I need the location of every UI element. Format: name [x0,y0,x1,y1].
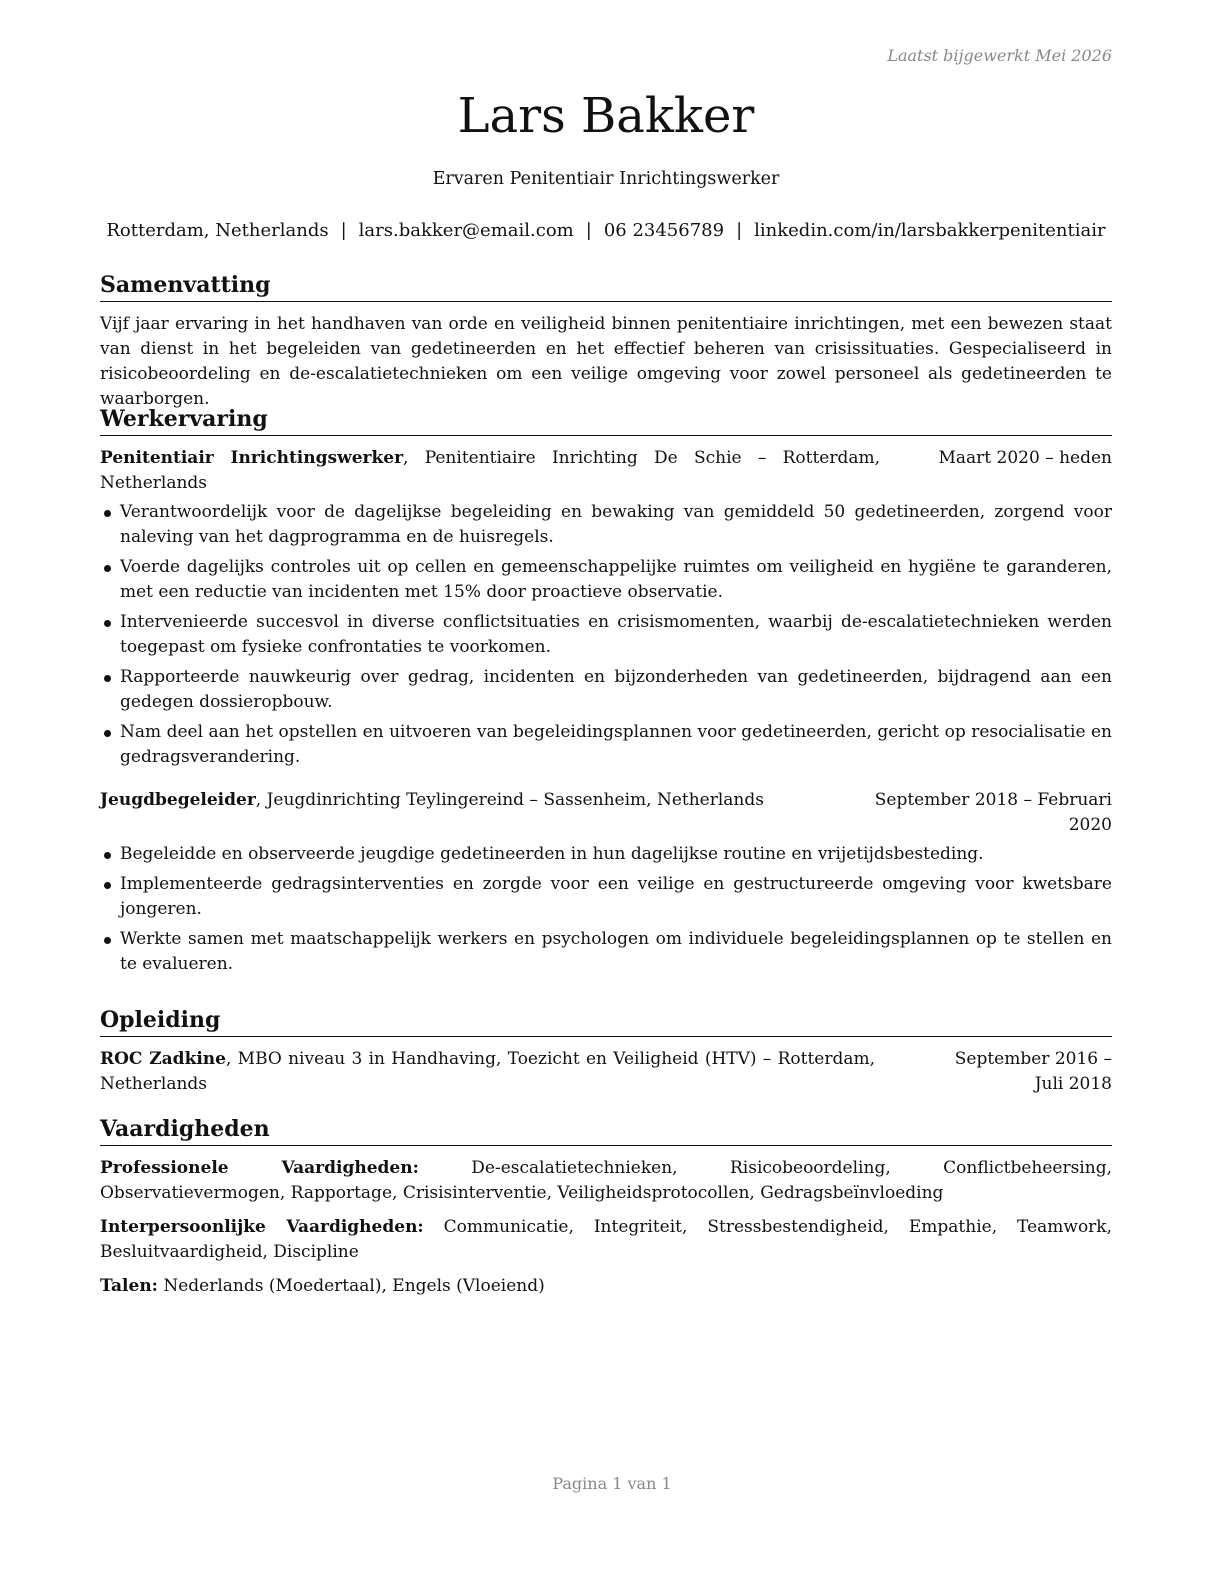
skill-group-items: Nederlands (Moedertaal), Engels (Vloeiend) [163,1276,545,1296]
section-title: Opleiding [100,1005,1112,1037]
skills-section [100,1114,1112,1308]
job-role: Penitentiair Inrichtingswerker [100,448,404,468]
education-detail: , MBO niveau 3 in Handhaving, Toezicht en Veiligheid (HTV) – Rotterdam, Netherlands [100,1049,876,1094]
skill-group-items: Communicatie, Integriteit, Stressbestendigheid, Empathie, Teamwork, Besluitvaardigheid, Discipline [100,1217,1113,1262]
contact-line [100,220,1112,241]
contact-separator: | [585,220,592,241]
job-dates: September 2018 – Februari 2020 [874,790,1112,835]
job-entry [100,446,1112,770]
contact-phone: 06 23456789 [603,220,725,241]
skill-group-label: Professionele Vaardigheden: [100,1158,419,1178]
job-org: , Penitentiaire Inrichting De Schie – Rotterdam, Netherlands [100,448,881,493]
job-title-line [100,788,860,838]
candidate-tagline: Ervaren Penitentiair Inrichtingswerker [432,169,780,189]
experience-section [100,404,1112,982]
job-org: , Jeugdinrichting Teylingereind – Sassenheim, Netherlands [255,790,764,810]
summary-section [100,270,1112,412]
list-item: Intervenieerde succesvol in diverse conflictsituaties en crisismomenten, waarbij de-escalatietechnieken werden toegepast om fysieke confrontaties te voorkomen. [100,610,1112,660]
section-title: Vaardigheden [100,1114,1112,1146]
skill-group [100,1156,1112,1206]
skill-group-items: De-escalatietechnieken, Risicobeoordeling, Conflictbeheersing, Observatievermogen, Rapportage, Crisisinterventie, Veiligheidsprotocollen, Gedragsbeïnvloeding [100,1158,1112,1203]
skill-group [100,1215,1112,1265]
list-item: Werkte samen met maatschappelijk werkers en psychologen om individuele begeleidingsplannen op te stellen en te evalueren. [100,927,1112,977]
job-title-line [100,446,880,496]
job-bullets [100,500,1112,770]
education-section [100,1005,1112,1097]
skill-group [100,1274,1112,1299]
list-item: Begeleidde en observeerde jeugdige gedetineerden in hun dagelijkse routine en vrijetijdsbesteding. [100,842,1112,867]
page-number: Pagina 1 van 1 [552,1474,672,1493]
contact-separator: | [736,220,743,241]
list-item: Implementeerde gedragsinterventies en zorgde voor een veilige en gestructureerde omgeving voor kwetsbare jongeren. [100,872,1112,922]
skill-group-label: Interpersoonlijke Vaardigheden: [100,1217,424,1237]
education-school: ROC Zadkine [100,1049,226,1069]
contact-email[interactable]: lars.bakker@email.com [358,220,574,241]
education-entry [100,1047,1112,1097]
contact-separator: | [340,220,347,241]
section-title: Werkervaring [100,404,1112,436]
job-role: Jeugdbegeleider [100,790,256,810]
education-title-line [100,1047,875,1097]
job-bullets [100,842,1112,977]
section-title: Samenvatting [100,270,1112,302]
summary-text: Vijf jaar ervaring in het handhaven van orde en veiligheid binnen penitentiaire inrichtingen, met een bewezen staat van dienst in het begeleiden van gedetineerden en het effectief beheren van crisissituaties. Gespecialiseerd in risicobeoordeling en de-escalatietechnieken om een veilige omgeving voor zowel personeel als gedetineerden te waarborgen. [100,314,1112,409]
job-dates: Maart 2020 – heden [938,448,1112,468]
job-header [100,788,1112,838]
job-header [100,446,1112,496]
contact-location: Rotterdam, Netherlands [106,220,329,241]
job-entry [100,788,1112,977]
skill-group-label: Talen: [100,1276,158,1296]
list-item: Verantwoordelijk voor de dagelijkse begeleiding en bewaking van gemiddeld 50 gedetineerden, zorgend voor naleving van het dagprogramma en de huisregels. [100,500,1112,550]
education-dates: September 2016 – Juli 2018 [954,1049,1112,1094]
list-item: Nam deel aan het opstellen en uitvoeren van begeleidingsplannen voor gedetineerden, gericht op resocialisatie en gedragsverandering. [100,720,1112,770]
candidate-name: Lars Bakker [457,88,755,144]
list-item: Rapporteerde nauwkeurig over gedrag, incidenten en bijzonderheden van gedetineerden, bijdragend aan een gedegen dossieropbouw. [100,665,1112,715]
contact-linkedin[interactable]: linkedin.com/in/larsbakkerpenitentiair [754,220,1106,241]
last-updated: Laatst bijgewerkt Mei 2026 [887,46,1112,65]
list-item: Voerde dagelijks controles uit op cellen en gemeenschappelijke ruimtes om veiligheid en hygiëne te garanderen, met een reductie van incidenten met 15% door proactieve observatie. [100,555,1112,605]
